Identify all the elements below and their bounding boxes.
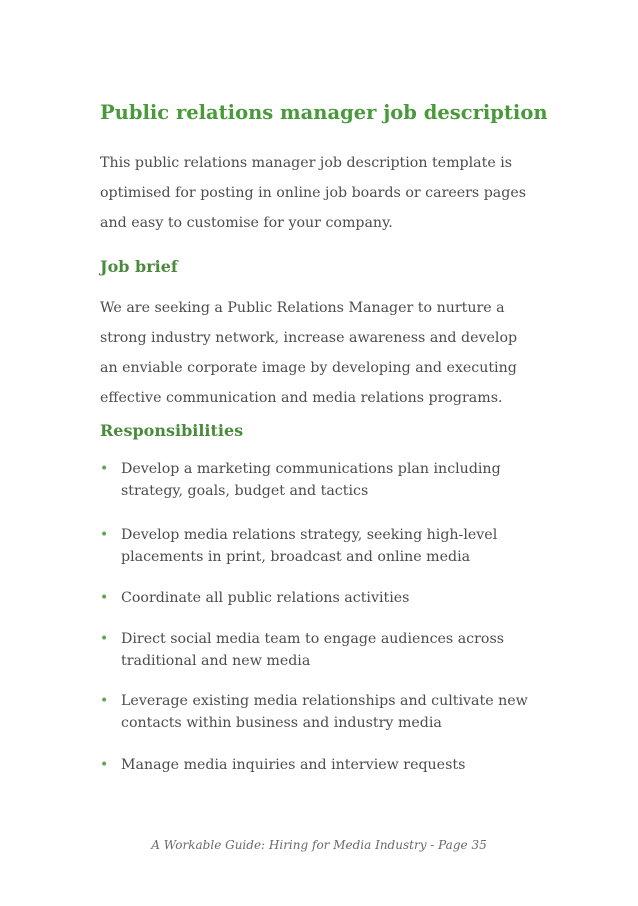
bullet-icon: • [100,527,109,543]
responsibility-line: Develop a marketing communications plan including [121,461,501,477]
responsibility-line: placements in print, broadcast and online media [121,549,471,565]
responsibility-text [121,458,541,502]
responsibility-line: contacts within business and industry media [121,715,442,731]
job-brief-heading: Job brief [100,257,178,276]
bullet-icon: • [100,693,109,709]
job-brief-line: strong industry network, increase awareness and develop [100,330,518,346]
page-title: Public relations manager job description [100,101,548,124]
intro-line: optimised for posting in online job boards or careers pages [100,185,527,201]
responsibility-text [121,524,541,568]
responsibility-text [121,754,541,776]
responsibility-line: Leverage existing media relationships and cultivate new [121,693,528,709]
responsibility-line: Coordinate all public relations activities [121,590,410,606]
bullet-icon: • [100,631,109,647]
bullet-icon: • [100,757,109,773]
responsibilities-heading: Responsibilities [100,421,244,440]
responsibility-text [121,587,541,609]
responsibility-line: Manage media inquiries and interview requests [121,757,466,773]
responsibility-text [121,690,541,734]
responsibility-line: Develop media relations strategy, seeking high-level [121,527,498,543]
job-brief-paragraph [100,293,540,413]
responsibility-line: strategy, goals, budget and tactics [121,483,369,499]
bullet-icon: • [100,461,109,477]
responsibility-line: Direct social media team to engage audiences across [121,631,505,647]
intro-line: This public relations manager job description template is [100,155,513,171]
intro-paragraph [100,148,540,238]
responsibility-line: traditional and new media [121,653,311,669]
responsibility-text [121,628,541,672]
job-brief-line: effective communication and media relations programs. [100,390,503,406]
page-footer: A Workable Guide: Hiring for Media Industry - Page 35 [151,838,487,852]
job-brief-line: an enviable corporate image by developing and executing [100,360,517,376]
job-brief-line: We are seeking a Public Relations Manager to nurture a [100,300,505,316]
intro-line: and easy to customise for your company. [100,215,393,231]
bullet-icon: • [100,590,109,606]
